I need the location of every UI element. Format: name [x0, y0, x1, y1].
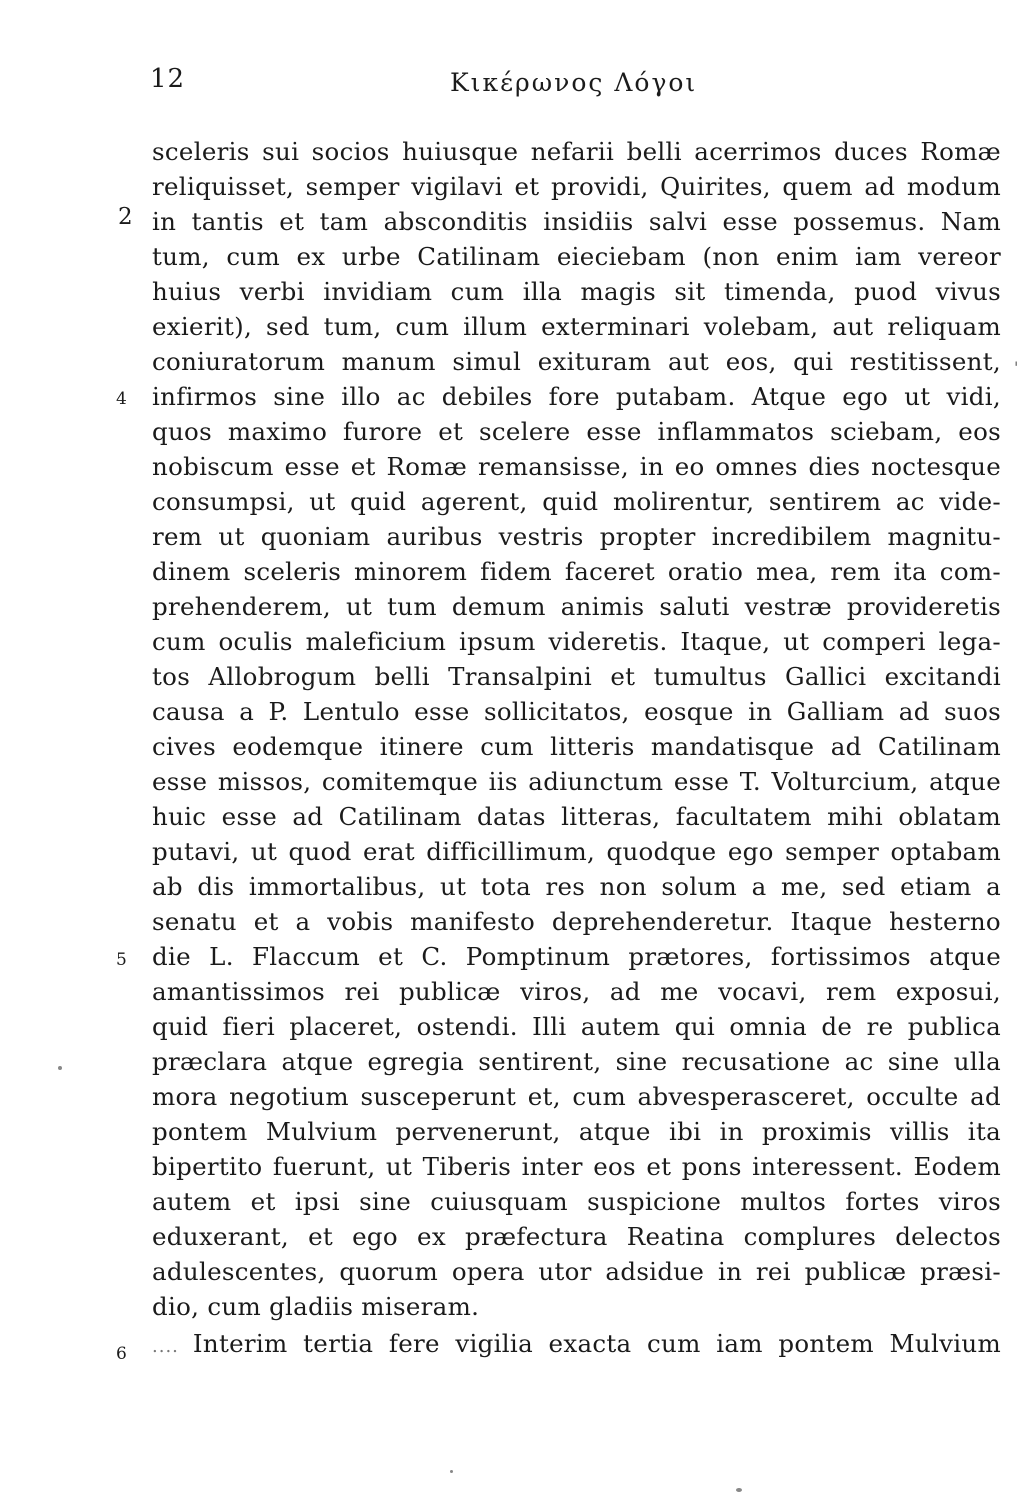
- text-line: adulescentes, quorum opera utor adsidue in rei publicæ præsi-: [152, 1257, 1001, 1286]
- page-speck: [58, 1066, 62, 1070]
- text-line: cum oculis maleficium ipsum videretis. Itaque, ut comperi lega-: [152, 627, 1001, 656]
- section-number-4: 4: [116, 389, 127, 409]
- section-number-6: 6: [116, 1344, 127, 1364]
- page-speck: [736, 1488, 742, 1492]
- text-line: dio, cum gladiis miseram.: [152, 1292, 480, 1321]
- text-line: reliquisset, semper vigilavi et providi, Quirites, quem ad modum: [152, 172, 1001, 201]
- leader-dots: ....: [152, 1336, 179, 1357]
- section-number-5: 5: [116, 950, 127, 970]
- text-line: exierit), sed tum, cum illum exterminari volebam, aut reliquam: [152, 312, 1001, 341]
- text-line: præclara atque egregia sentirent, sine recusatione ac sine ulla: [152, 1047, 1001, 1076]
- text-line: prehenderem, ut tum demum animis saluti vestræ provideretis: [152, 592, 1001, 621]
- text-line: quid fieri placeret, ostendi. Illi autem qui omnia de re publica: [152, 1012, 1001, 1041]
- text-line: quos maximo furore et scelere esse inflammatos sciebam, eos: [152, 417, 1001, 446]
- text-line: eduxerant, et ego ex præfectura Reatina complures delectos: [152, 1222, 1001, 1251]
- page-header: [150, 64, 1000, 104]
- text-line: tum, cum ex urbe Catilinam eieciebam (non enim iam vereor: [152, 242, 1001, 271]
- text-line-final: [152, 1326, 1001, 1361]
- text-line: bipertito fuerunt, ut Tiberis inter eos et pons interessent. Eodem: [152, 1152, 1001, 1181]
- text-line: amantissimos rei publicæ viros, ad me vocavi, rem exposui,: [152, 977, 1001, 1006]
- margin-tick-mark: ': [1014, 358, 1019, 377]
- text-line: nobiscum esse et Romæ remansisse, in eo omnes dies noctesque: [152, 452, 1001, 481]
- text-line: tos Allobrogum belli Transalpini et tumultus Gallici excitandi: [152, 662, 1001, 691]
- text-line: in tantis et tam absconditis insidiis salvi esse possemus. Nam: [152, 207, 1001, 236]
- text-line: huic esse ad Catilinam datas litteras, facultatem mihi oblatam: [152, 802, 1001, 831]
- text-line: senatu et a vobis manifesto deprehenderetur. Itaque hesterno: [152, 907, 1001, 936]
- text-line: causa a P. Lentulo esse sollicitatos, eosque in Galliam ad suos: [152, 697, 1001, 726]
- text-line: cives eodemque itinere cum litteris mandatisque ad Catilinam: [152, 732, 1001, 761]
- text-line: pontem Mulvium pervenerunt, atque ibi in proximis villis ita: [152, 1117, 1001, 1146]
- text-line: die L. Flaccum et C. Pomptinum prætores, fortissimos atque: [152, 942, 1001, 971]
- section-number-2: 2: [118, 204, 133, 230]
- final-line-text: Interim tertia fere vigilia exacta cum iam pontem Mulvium: [192, 1329, 1001, 1358]
- text-line: mora negotium susceperunt et, cum abvesperasceret, occulte ad: [152, 1082, 1001, 1111]
- text-line: coniuratorum manum simul exituram aut eos, qui restitissent,: [152, 347, 1001, 376]
- page-speck: [450, 1470, 453, 1473]
- text-line: esse missos, comitemque iis adiunctum esse T. Volturcium, atque: [152, 767, 1001, 796]
- text-line: autem et ipsi sine cuiusquam suspicione multos fortes viros: [152, 1187, 1001, 1216]
- text-line: putavi, ut quod erat difficillimum, quodque ego semper optabam: [152, 837, 1001, 866]
- text-line: huius verbi invidiam cum illa magis sit timenda, puod vivus: [152, 277, 1001, 306]
- running-title: Κικέρωνος Λόγοι: [450, 68, 698, 97]
- text-line: infirmos sine illo ac debiles fore putabam. Atque ego ut vidi,: [152, 382, 1001, 411]
- text-line: rem ut quoniam auribus vestris propter incredibilem magnitu-: [152, 522, 1001, 551]
- text-line: dinem sceleris minorem fidem faceret oratio mea, rem ita com-: [152, 557, 1001, 586]
- text-line: ab dis immortalibus, ut tota res non solum a me, sed etiam a: [152, 872, 1001, 901]
- text-line: consumpsi, ut quid agerent, quid molirentur, sentirem ac vide-: [152, 487, 1001, 516]
- text-line: sceleris sui socios huiusque nefarii belli acerrimos duces Romæ: [152, 137, 1001, 166]
- page-number: 12: [150, 64, 186, 94]
